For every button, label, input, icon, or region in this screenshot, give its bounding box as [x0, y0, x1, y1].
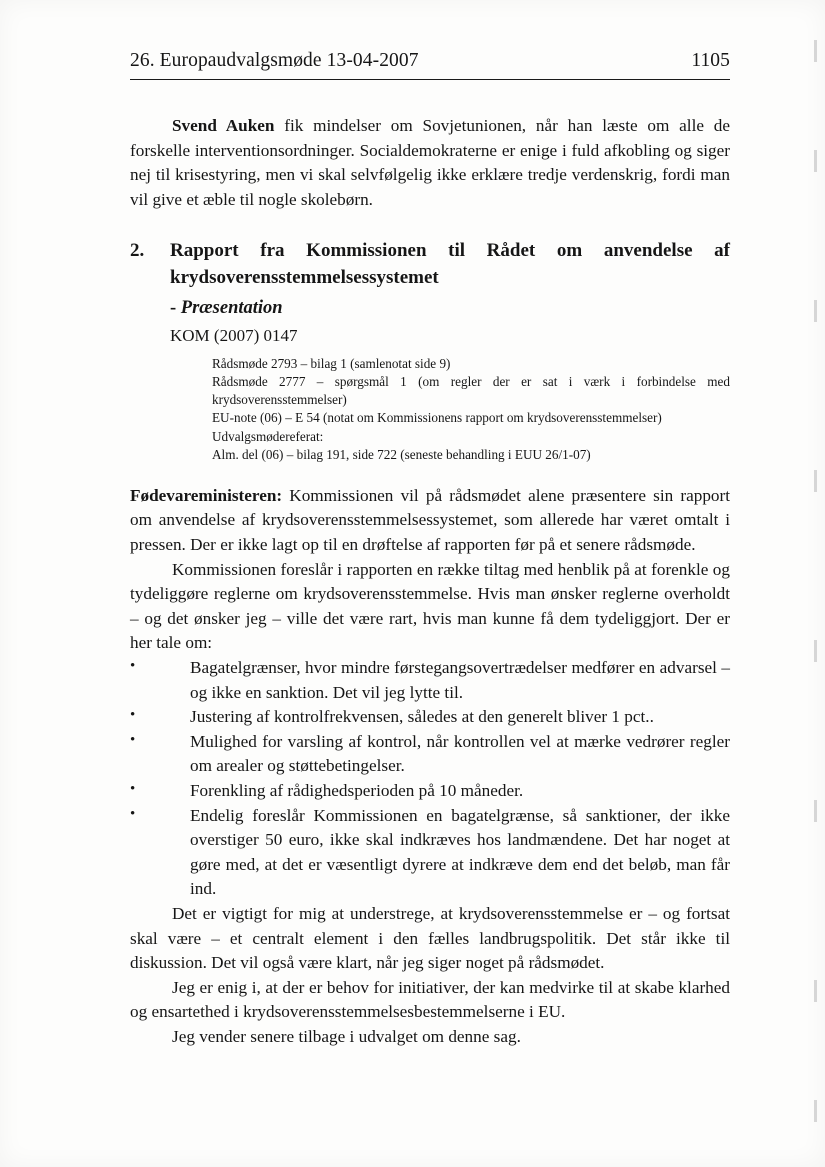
paragraph-minister-1 — [130, 484, 730, 558]
bullet-icon: • — [130, 658, 136, 674]
paragraph-minister-3: Det er vigtigt for mig at understrege, at krydsoverensstemmelse er – og fortsat skal være – et centralt element i den fælles landbrugspolitik. Det står ikke til diskussion. Det vil også være klart, når jeg siger noget på rådsmødet. — [130, 903, 730, 973]
speaker-name-auken: Svend Auken — [172, 116, 275, 135]
list-item-text: Mulighed for varsling af kontrol, når kontrollen vel at mærke vedrører regler om arealer og støttebetingelser. — [190, 731, 730, 776]
list-item — [130, 656, 730, 705]
scan-edge-artifacts — [809, 0, 819, 1167]
section-number: 2. — [130, 240, 145, 262]
reference-item: Rådsmøde 2793 – bilag 1 (samlenotat side 9) — [212, 355, 451, 371]
paragraph-minister-1-text: Kommissionen vil på rådsmødet alene præsentere sin rapport om anvendelse af krydsoverensstemmelsessystemet, som allerede har været omtalt i pressen. Der er ikke lagt op til en drøftelse af rapporten før på et senere rådsmøde. — [130, 485, 730, 555]
list-item-text: Endelig foreslår Kommissionen en bagatelgrænse, så sanktioner, der ikke overstiger 50 euro, ikke skal indkræves hos landmændene. Det har noget at gøre med, at det er væsentligt dyrere at indkræve dem end det beløb, man får ind. — [190, 805, 730, 899]
paragraph-auken-text: fik mindelser om Sovjetunionen, når han læste om alle de forskelle interventionsordninger. Socialdemokraterne er enige i fuld afkobling og siger nej til krisestyring, men vi skal selvfølgelig ikke erklære tredje verdenskrig, fordi man vil give et æble til nogle skolebørn. — [130, 116, 730, 209]
section-title: Rapport fra Kommissionen til Rådet om anvendelse af krydsoverensstemmelsessystemet — [170, 240, 730, 288]
reference-item: EU-note (06) – E 54 (notat om Kommissionens rapport om krydsoverensstemmelser) — [212, 410, 662, 426]
paragraph-minister-2: Kommissionen foreslår i rapporten en række tiltag med henblik på at forenkle og tydeliggøre reglerne om krydsoverensstemmelse. Hvis man ønsker reglerne overholdt – og det ønsker jeg – ville det være rart, hvis man kunne få dem tydeliggjort. Der er her tale om: — [130, 559, 730, 653]
list-item-text: Forenkling af rådighedsperioden på 10 måneder. — [190, 780, 524, 800]
bullet-icon: • — [130, 805, 136, 822]
header-divider — [130, 79, 730, 80]
list-item-text: Bagatelgrænser, hvor mindre førstegangsovertrædelser medfører en advarsel – og ikke en sanktion. Det vil jeg lytte til. — [190, 658, 730, 702]
reference-item: Alm. del (06) – bilag 191, side 722 (seneste behandling i EUU 26/1-07) — [212, 447, 591, 463]
speaker-name-minister: Fødevareministeren: — [130, 485, 283, 505]
list-item-text: Justering af kontrolfrekvensen, således at den generelt bliver 1 pct.. — [190, 707, 654, 727]
page-header — [130, 50, 730, 72]
kom-document-number: KOM (2007) 0147 — [170, 326, 298, 346]
list-item — [130, 730, 730, 779]
section-subtitle — [170, 295, 730, 321]
reference-item: Udvalgsmødereferat: — [212, 428, 324, 444]
page-content — [130, 50, 730, 1050]
proposal-bullet-list — [130, 656, 730, 902]
bullet-icon: • — [130, 731, 136, 748]
header-title: 26. Europaudvalgsmøde 13-04-2007 — [130, 50, 419, 71]
paragraph-minister-5: Jeg vender senere tilbage i udvalget om denne sag. — [172, 1026, 521, 1046]
reference-item: Rådsmøde 2777 – spørgsmål 1 (om regler der er sat i værk i forbindelse med krydsoverensstemmelser) — [212, 374, 730, 407]
list-item — [130, 779, 730, 804]
paragraph-minister-4: Jeg er enig i, at der er behov for initiativer, der kan medvirke til at skabe klarhed og ensartethed i krydsoverensstemmelsesbestemmelserne i EU. — [130, 977, 730, 1022]
subtitle-dash: - — [170, 297, 181, 318]
subtitle-text: Præsentation — [180, 297, 283, 318]
list-item — [130, 804, 730, 902]
reference-list — [212, 355, 730, 464]
page-number: 1105 — [691, 50, 730, 71]
body-text — [130, 114, 730, 1050]
section-heading — [130, 238, 730, 290]
paragraph-auken — [130, 114, 730, 212]
list-item — [130, 705, 730, 730]
bullet-icon: • — [130, 780, 136, 797]
bullet-icon: • — [130, 707, 136, 724]
